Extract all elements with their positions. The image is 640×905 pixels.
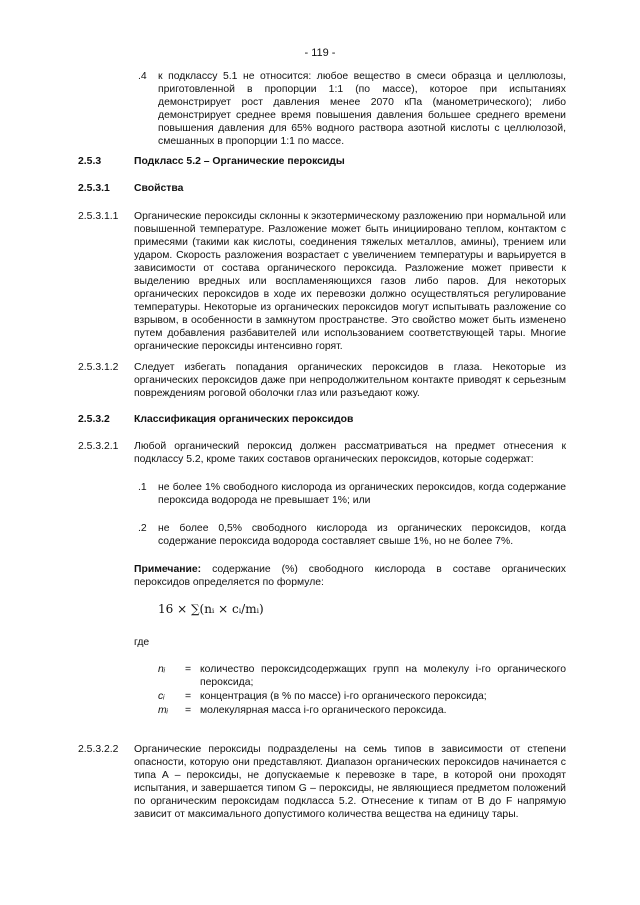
para-2-5-3-1-2-number: 2.5.3.1.2 bbox=[78, 362, 119, 373]
var-n-definition: количество пероксидсодержащих групп на молекулу i-го органического пероксида; bbox=[200, 664, 566, 688]
var-n-symbol: nᵢ bbox=[158, 664, 166, 675]
section-2-5-3-number: 2.5.3 bbox=[78, 156, 102, 167]
section-2-5-3-title: Подкласс 5.2 – Органические пероксиды bbox=[134, 156, 345, 167]
where-label: где bbox=[134, 637, 150, 648]
subitem-2-number: .2 bbox=[138, 523, 147, 534]
section-2-5-3-1-title: Свойства bbox=[134, 183, 184, 194]
var-c-symbol: cᵢ bbox=[158, 691, 165, 702]
para-2-5-3-1-1-text: Органические пероксиды склонны к экзотермическому разложению при нормальной или повышенной температуре. Разложение может быть инициировано теплом, контактом с примесями (такими как кислоты, соединения тяжелых металлов, амины), трением или ударом. Скорость разложения возрастает с увеличением температуры и варьируется в зависимости от состава органического пероксида. Разложение может привести к выделению вредных или воспламеняющихся газов либо паров. Для некоторых органических пероксидов в ходе их перевозки должно осуществляться регулирование температуры. Некоторые из органических пероксидов могут испытывать разложение со взрывом, в особенности в замкнутом пространстве. Это свойство может быть изменено путем добавления разбавителей или использованием соответствующей тары. Многие органические пероксиды интенсивно горят. bbox=[134, 211, 566, 352]
para-2-5-3-2-2-number: 2.5.3.2.2 bbox=[78, 744, 119, 755]
para-2-5-3-1-1-number: 2.5.3.1.1 bbox=[78, 211, 119, 222]
item-4-number: .4 bbox=[138, 71, 147, 82]
var-c-definition: концентрация (в % по массе) i-го органического пероксида; bbox=[200, 691, 487, 702]
para-2-5-3-2-1-number: 2.5.3.2.1 bbox=[78, 441, 119, 452]
note-text: содержание (%) свободного кислорода в составе органических пероксидов определяется по формуле: bbox=[134, 564, 566, 588]
var-n-equals: = bbox=[185, 664, 192, 675]
item-4-text: к подклассу 5.1 не относится: любое вещество в смеси образца и целлюлозы, приготовленной в пропорции 1:1 (по массе), которое при испытаниях демонстрирует рост давления менее 2070 кПа (манометрического); либо демонстрирует среднее время повышения давления большее среднего времени повышения давления для 65% водного раствора азотной кислоты с целлюлозой, смешанных в пропорции 1:1 по массе. bbox=[158, 71, 566, 147]
var-c-equals: = bbox=[185, 691, 192, 702]
note bbox=[134, 563, 566, 589]
section-2-5-3-2-title: Классификация органических пероксидов bbox=[134, 414, 354, 425]
var-m-symbol: mᵢ bbox=[158, 705, 168, 716]
subitem-2-text: не более 0,5% свободного кислорода из органических пероксидов, когда содержание пероксида водорода составляет свыше 1%, но не более 7%. bbox=[158, 523, 566, 547]
subitem-1-text: не более 1% свободного кислорода из органических пероксидов, когда содержание пероксида водорода не превышает 1%; или bbox=[158, 482, 566, 506]
var-m-definition: молекулярная масса i-го органического пероксида. bbox=[200, 705, 447, 716]
section-2-5-3-1-number: 2.5.3.1 bbox=[78, 183, 110, 194]
para-2-5-3-1-2-text: Следует избегать попадания органических пероксидов в глаза. Некоторые из органических пероксидов даже при непродолжительном контакте приводят к серьезным повреждениям роговой оболочки глаз или разъедают кожу. bbox=[134, 362, 566, 399]
para-2-5-3-2-1-text: Любой органический пероксид должен рассматриваться на предмет отнесения к подклассу 5.2, кроме таких составов органических пероксидов, которые содержат: bbox=[134, 441, 566, 465]
free-oxygen-formula: 16 × ∑(nᵢ × cᵢ/mᵢ) bbox=[158, 602, 264, 616]
subitem-1-number: .1 bbox=[138, 482, 147, 493]
section-2-5-3-2-number: 2.5.3.2 bbox=[78, 414, 110, 425]
var-m-equals: = bbox=[185, 705, 192, 716]
para-2-5-3-2-2-text: Органические пероксиды подразделены на семь типов в зависимости от степени опасности, которую они представляют. Диапазон органических пероксидов начинается с типа А – пероксиды, не допускаемые к перевозке в таре, в которой они проходят испытания, и завершается типом G – пероксиды, не являющиеся предметом положений по органическим пероксидам подкласса 5.2. Отнесение к типам от B до F напрямую зависит от максимального допустимого количества вещества на единицу тары. bbox=[134, 744, 566, 820]
page-number: - 119 - bbox=[304, 47, 336, 59]
note-label: Примечание: bbox=[134, 564, 202, 575]
